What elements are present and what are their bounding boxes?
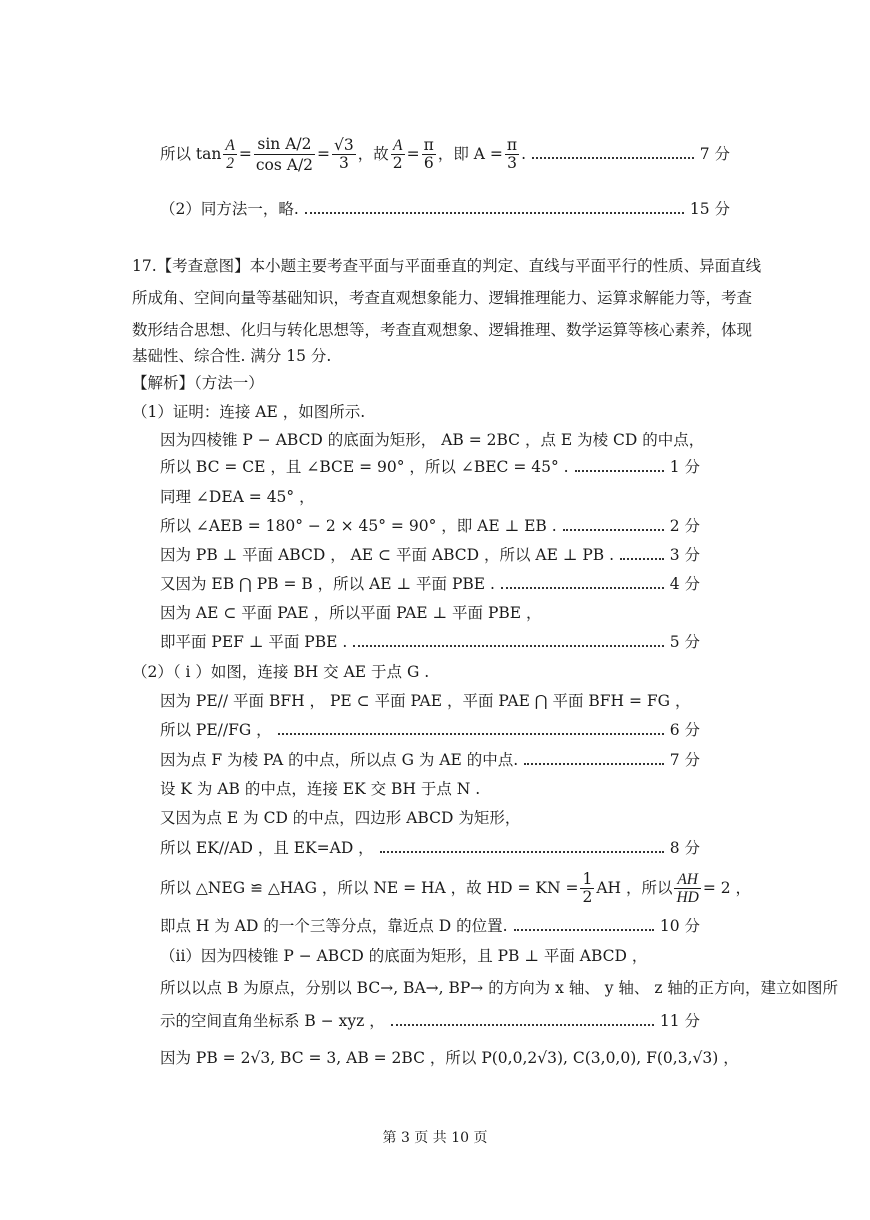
solution-line-6 bbox=[160, 544, 700, 566]
solution-line-20: 所以以点 B 为原点，分别以 BC→, BA→, BP→ 的方向为 x 轴、 y 轴、 z 轴的正方向，建立如图所 bbox=[160, 979, 838, 997]
fraction-a2: $\frac{A}{2}$ bbox=[392, 136, 403, 172]
leader-dots bbox=[353, 645, 663, 647]
solution-line-1: （1）证明：连接 AE ，如图所示. bbox=[132, 403, 366, 421]
score-label: 2 分 bbox=[669, 517, 700, 535]
solution-line-2: 因为四棱锥 P − ABCD 的底面为矩形， AB = 2BC ，点 E 为棱 CD 的中点， bbox=[160, 431, 705, 449]
solution-line-7 bbox=[160, 573, 700, 595]
leader-dots bbox=[501, 587, 664, 589]
line-text: 即平面 PEF ⊥ 平面 PBE . bbox=[160, 633, 348, 651]
score-label: 3 分 bbox=[669, 546, 700, 564]
solution-line-15: 又因为点 E 为 CD 的中点，四边形 ABCD 为矩形， bbox=[160, 809, 521, 827]
line-text: 所以 EK//AD ，且 EK=AD ， bbox=[160, 839, 374, 857]
line-text: 所以 PE//FG ， bbox=[160, 721, 272, 739]
leader-dots bbox=[391, 1024, 654, 1026]
leader-dots bbox=[563, 529, 664, 531]
leader-dots bbox=[514, 929, 654, 931]
line-text: 示的空间直角坐标系 B − xyz ， bbox=[160, 1012, 385, 1030]
fraction-a-over-2: $\frac{A}{2}$ bbox=[225, 136, 235, 172]
solution-line-3 bbox=[160, 456, 700, 478]
score-label: 15 分 bbox=[689, 200, 730, 218]
leader-dots bbox=[575, 470, 664, 472]
leader-dots bbox=[278, 733, 664, 735]
line-text: 因为 PB ⊥ 平面 ABCD ， AE ⊂ 平面 ABCD ，所以 AE ⊥ PB . bbox=[160, 546, 615, 564]
fraction-sin-over-cos: $\frac{\text{sin A/2}}{\text{cos A/2}}$ bbox=[255, 134, 314, 174]
fraction-pi-3: $\frac{\pi}{3}$ bbox=[506, 135, 518, 172]
line-text: 即点 H 为 AD 的一个三等分点，靠近点 D 的位置. bbox=[160, 917, 508, 935]
tan-formula-line bbox=[160, 118, 730, 190]
intent-line-1: 17.【考查意图】本小题主要考查平面与平面垂直的判定、直线与平面平行的性质、异面直线 bbox=[132, 257, 762, 275]
intent-line-2: 所成角、空间向量等基础知识，考查直观想象能力、逻辑推理能力、运算求解能力等，考查 bbox=[132, 289, 753, 307]
solution-line-19: （ii）因为四棱锥 P − ABCD 的底面为矩形，且 PB ⊥ 平面 ABCD ， bbox=[160, 947, 648, 965]
leader-dots bbox=[524, 763, 664, 765]
line-text: 所以 ∠AEB = 180° − 2 × 45° = 90° ，即 AE ⊥ EB . bbox=[160, 517, 557, 535]
fraction-ah-over-hd: $\frac{AH}{HD}$ bbox=[676, 870, 699, 906]
equals-sign-2: = bbox=[317, 145, 331, 163]
solution-line-22: 因为 PB = 2√3, BC = 3, AB = 2BC ，所以 P(0,0,2√3), C(3,0,0), F(0,3,√3) ， bbox=[160, 1049, 739, 1067]
solution-line-12 bbox=[160, 719, 700, 741]
score-label: 6 分 bbox=[669, 721, 700, 739]
line-text: （2）同方法一，略. bbox=[160, 200, 299, 218]
score-label: 4 分 bbox=[669, 575, 700, 593]
period: . bbox=[521, 145, 527, 163]
equals-sign-3: = bbox=[406, 145, 420, 163]
intent-line-4: 基础性、综合性. 满分 15 分. bbox=[132, 347, 332, 365]
equals-sign: = bbox=[238, 145, 252, 163]
solution-line-4: 同理 ∠DEA = 45° ， bbox=[160, 488, 315, 506]
score-label: 1 分 bbox=[669, 458, 700, 476]
line-text: 又因为 EB ⋂ PB = B ，所以 AE ⊥ 平面 PBE . bbox=[160, 575, 495, 593]
solution-line-5 bbox=[160, 515, 700, 537]
score-label: 5 分 bbox=[669, 633, 700, 651]
intent-line-3: 数形结合思想、化归与转化思想等，考查直观想象、逻辑推理、数学运算等核心素养，体现 bbox=[132, 321, 753, 339]
solution-line-17 bbox=[160, 865, 751, 911]
solution-line-16 bbox=[160, 837, 700, 859]
method-one-line bbox=[160, 198, 730, 220]
leader-dots bbox=[620, 558, 664, 560]
solution-line-11: 因为 PE// 平面 BFH ， PE ⊂ 平面 PAE ，平面 PAE ⋂ 平面 BFH = FG ， bbox=[160, 692, 691, 710]
tan-prefix: 所以 tan bbox=[160, 145, 222, 163]
leader-dots bbox=[380, 851, 664, 853]
solution-line-14: 设 K 为 AB 的中点，连接 EK 交 BH 于点 N . bbox=[160, 780, 481, 798]
fraction-sqrt3-over-3: $\frac{√3}{3}$ bbox=[334, 135, 354, 172]
solution-line-21 bbox=[160, 1010, 700, 1032]
analysis-heading: 【解析】（方法一） bbox=[132, 374, 264, 392]
leader-dots bbox=[532, 157, 694, 159]
solution-line-18 bbox=[160, 915, 700, 937]
score-label: 7 分 bbox=[669, 751, 700, 769]
line-text-c: = 2 ， bbox=[702, 879, 752, 897]
line-text-a: 所以 △NEG ≌ △HAG ，所以 NE = HA ，故 HD = KN = bbox=[160, 879, 579, 897]
fraction-one-half: $\frac{1}{2}$ bbox=[582, 869, 593, 906]
solution-line-8: 因为 AE ⊂ 平面 PAE ，所以平面 PAE ⊥ 平面 PBE ， bbox=[160, 604, 542, 622]
score-label: 11 分 bbox=[659, 1012, 700, 1030]
leader-dots bbox=[305, 212, 684, 214]
page-footer: 第 3 页 共 10 页 bbox=[382, 1130, 488, 1146]
line-text: 所以 BC = CE ，且 ∠BCE = 90° ，所以 ∠BEC = 45° . bbox=[160, 458, 569, 476]
solution-line-9 bbox=[160, 631, 700, 653]
line-text: 因为点 F 为棱 PA 的中点，所以点 G 为 AE 的中点. bbox=[160, 751, 519, 769]
line-text-b: AH ，所以 bbox=[596, 879, 673, 897]
solution-line-13 bbox=[160, 749, 700, 771]
text-so: ，故 bbox=[357, 145, 389, 163]
text-ie: ，即 A = bbox=[437, 145, 503, 163]
score-label: 10 分 bbox=[659, 917, 700, 935]
score-label: 8 分 bbox=[669, 839, 700, 857]
score-label: 7 分 bbox=[699, 145, 730, 163]
fraction-pi-6: $\frac{\pi}{6}$ bbox=[423, 135, 434, 172]
solution-line-10: （2）（ i ）如图，连接 BH 交 AE 于点 G . bbox=[132, 663, 430, 681]
